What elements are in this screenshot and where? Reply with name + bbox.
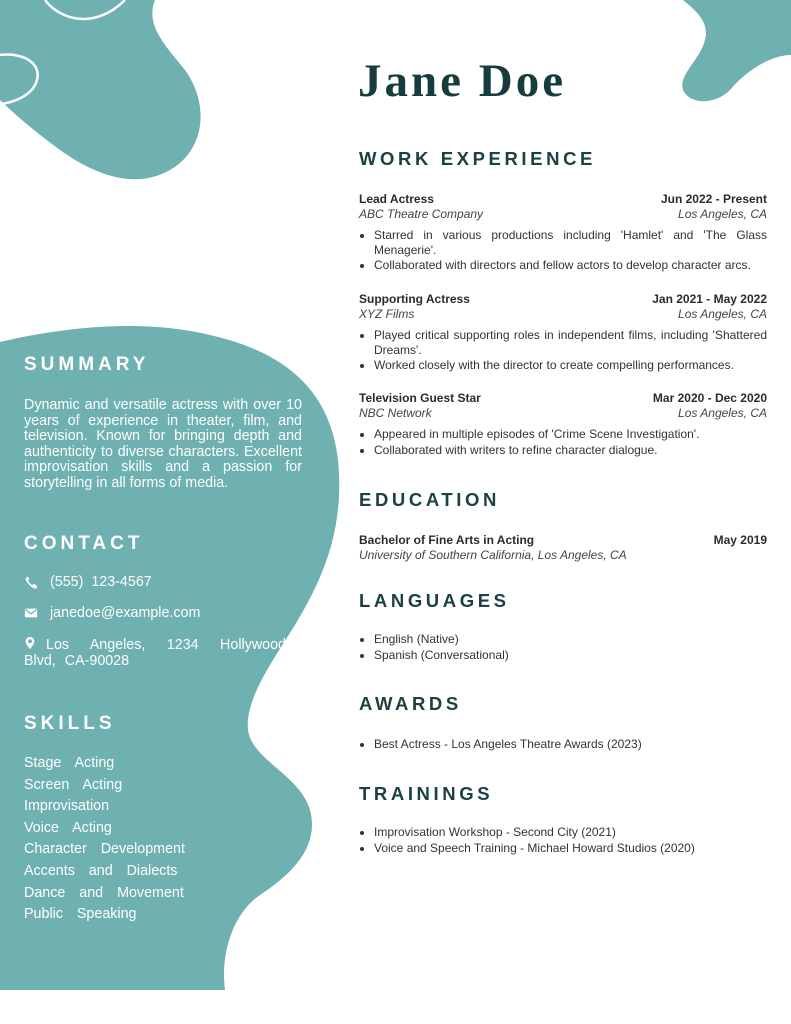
skills-list (24, 754, 185, 927)
degree: Bachelor of Fine Arts in Acting (359, 533, 535, 547)
phone-number[interactable]: (555) 123-4567 (50, 574, 152, 590)
graduation-date: May 2019 (713, 533, 767, 547)
contact-email (24, 605, 200, 621)
awards-list (359, 737, 782, 753)
job-location: Los Angeles, CA (678, 207, 767, 221)
top-left-blob (0, 0, 201, 179)
languages-list (359, 632, 782, 664)
job-entry (359, 292, 767, 374)
skill-item: Accents and Dialects (24, 862, 178, 879)
job-organization: XYZ Films (359, 307, 415, 321)
job-bullets (359, 427, 767, 457)
trainings-heading: TRAININGS (359, 783, 494, 804)
language-item: • English (Native) (374, 632, 782, 647)
skill-item: Stage Acting (24, 755, 115, 771)
map-marker-icon (24, 636, 38, 650)
job-title: Television Guest Star (359, 391, 481, 405)
job-location: Los Angeles, CA (678, 406, 767, 420)
school: University of Southern California, Los Angeles, CA (359, 548, 627, 562)
email-address[interactable]: janedoe@example.com (50, 605, 201, 621)
contact-address (24, 636, 286, 669)
top-right-blob (682, 0, 791, 101)
phone-icon (24, 575, 38, 589)
language-item: • Spanish (Conversational) (374, 648, 782, 663)
job-title: Supporting Actress (359, 292, 470, 306)
job-entry (359, 391, 767, 458)
job-bullet: • Collaborated with writers to refine character dialogue. (374, 443, 767, 458)
work-experience-heading: WORK EXPERIENCE (359, 148, 596, 169)
skill-item: Dance and Movement (24, 884, 184, 901)
job-bullets (359, 328, 767, 373)
skill-item: Character Development (24, 841, 185, 858)
contact-phone (24, 574, 152, 590)
skills-heading: SKILLS (24, 713, 116, 734)
training-item: • Voice and Speech Training - Michael Howard Studios (2020) (374, 841, 782, 856)
contact-heading: CONTACT (24, 533, 144, 554)
job-dates: Mar 2020 - Dec 2020 (652, 391, 767, 405)
envelope-icon (24, 606, 38, 620)
job-bullet: • Appeared in multiple episodes of 'Crime Scene Investigation'. (374, 427, 767, 442)
job-bullet: • Collaborated with directors and fellow actors to develop character arcs. (374, 258, 767, 273)
skill-item: Public Speaking (24, 906, 137, 923)
languages-heading: LANGUAGES (359, 590, 510, 611)
education-entry (359, 533, 767, 562)
awards-heading: AWARDS (359, 693, 462, 714)
award-item: • Best Actress - Los Angeles Theatre Awards (2023) (374, 737, 782, 752)
job-title: Lead Actress (359, 192, 434, 206)
candidate-name: Jane Doe (358, 55, 567, 107)
job-bullet: • Starred in various productions including 'Hamlet' and 'The Glass Menagerie'. (374, 228, 767, 257)
education-heading: EDUCATION (359, 489, 500, 510)
trainings-list (359, 825, 782, 857)
job-bullet: • Played critical supporting roles in independent films, including 'Shattered Dreams'. (374, 328, 767, 357)
job-location: Los Angeles, CA (678, 307, 767, 321)
job-organization: ABC Theatre Company (359, 207, 484, 221)
skill-item: Screen Acting (24, 776, 123, 793)
job-organization: NBC Network (359, 406, 432, 420)
job-dates: Jun 2022 - Present (660, 192, 767, 206)
job-entry (359, 192, 767, 274)
skill-item: Voice Acting (24, 819, 112, 836)
address-text: Los Angeles, 1234 Hollywood Blvd, CA-90028 (24, 637, 286, 669)
summary-heading: SUMMARY (24, 354, 150, 375)
job-dates: Jan 2021 - May 2022 (652, 292, 767, 306)
skill-item: Improvisation (24, 798, 110, 815)
job-bullet: • Worked closely with the director to create compelling performances. (374, 358, 767, 373)
training-item: • Improvisation Workshop - Second City (2021) (374, 825, 782, 840)
job-bullets (359, 228, 767, 273)
summary-text: Dynamic and versatile actress with over 10 years of experience in theater, film, and television. Known for bringing depth and authenticity to diverse characters. Excellent improvisation skills and a passion for storytelling in all forms of media. (24, 397, 302, 491)
